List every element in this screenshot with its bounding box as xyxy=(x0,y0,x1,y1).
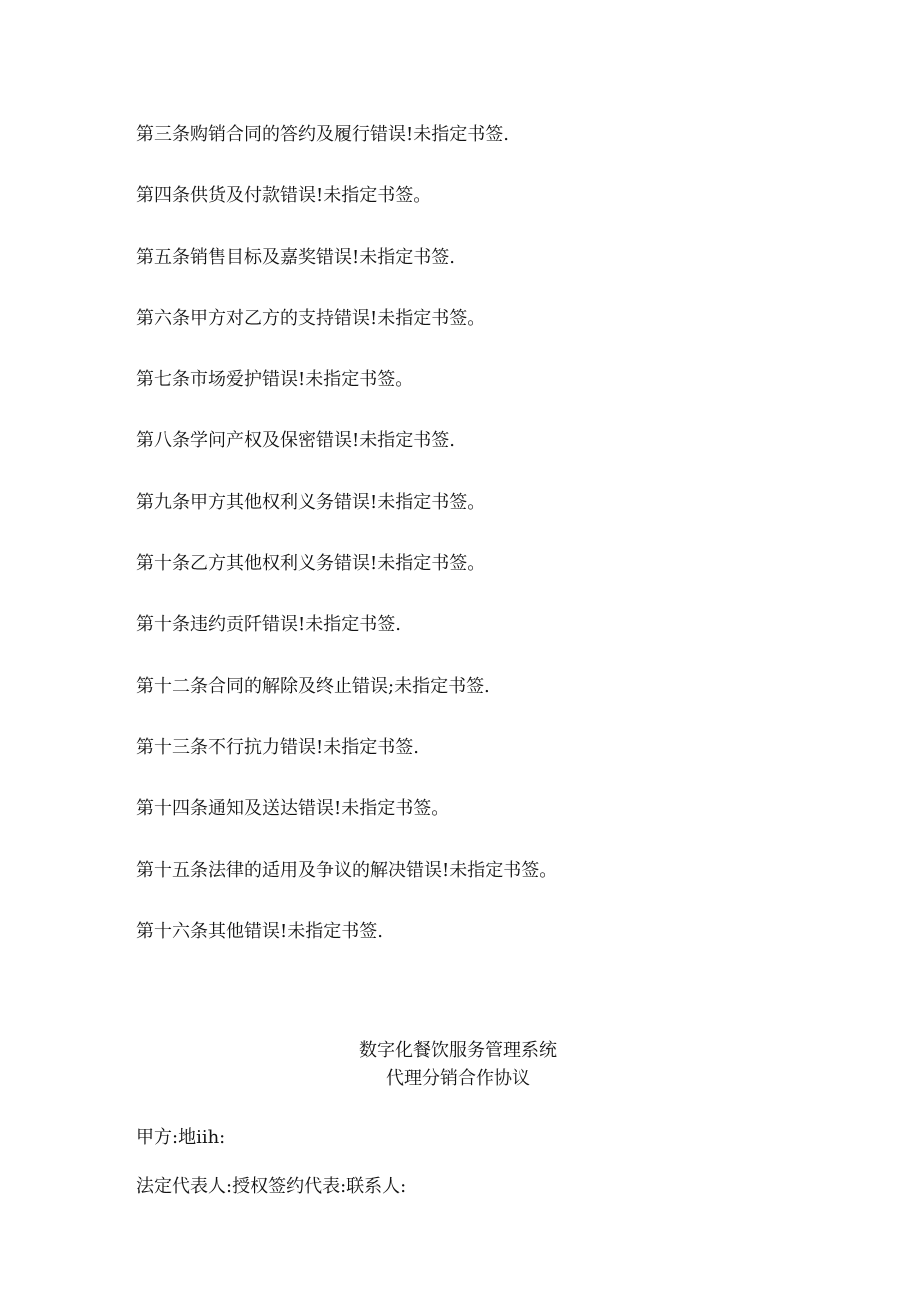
toc-item-7: 第七条市场爱护错误!未指定书签。 xyxy=(136,369,414,391)
toc-item-16: 第十六条其他错误!未指定书签. xyxy=(136,920,383,942)
toc-item-6: 第六条甲方对乙方的支持错误!未指定书签。 xyxy=(136,307,486,329)
toc-item-14: 第十四条通知及送达错误!未指定书签。 xyxy=(136,798,450,820)
toc-item-13: 第十三条不行抗力错误!未指定书签. xyxy=(136,736,419,758)
toc-item-11: 第十条违约贡阡错误!未指定书签. xyxy=(136,614,401,636)
agreement-title xyxy=(0,1037,920,1093)
toc-item-9: 第九条甲方其他权利义务错误!未指定书签。 xyxy=(136,491,486,513)
toc-item-5: 第五条销售目标及嘉奖错误!未指定书签. xyxy=(136,246,455,268)
table-of-contents xyxy=(136,120,836,978)
party-a-line: 甲方:地iih: xyxy=(136,1127,226,1148)
title-line-2: 代理分销合作协议 xyxy=(386,1068,530,1089)
toc-item-15: 第十五条法律的适用及争议的解决错误!未指定书签。 xyxy=(136,859,558,881)
toc-item-8: 第八条学问产权及保密错误!未指定书签. xyxy=(136,430,455,452)
toc-item-12: 第十二条合同的解除及终止错误;未指定书签. xyxy=(136,675,490,697)
toc-item-3: 第三条购销合同的答约及履行错误!未指定书签. xyxy=(136,124,509,145)
party-a-representatives: 法定代表人:授权签约代表:联系人: xyxy=(136,1176,407,1197)
toc-item-4: 第四条供货及付款错误!未指定书签。 xyxy=(136,185,432,207)
title-line-1: 数字化餐饮服务管理系统 xyxy=(359,1040,557,1061)
toc-item-10: 第十条乙方其他权利义务错误!未指定书签。 xyxy=(136,553,486,575)
